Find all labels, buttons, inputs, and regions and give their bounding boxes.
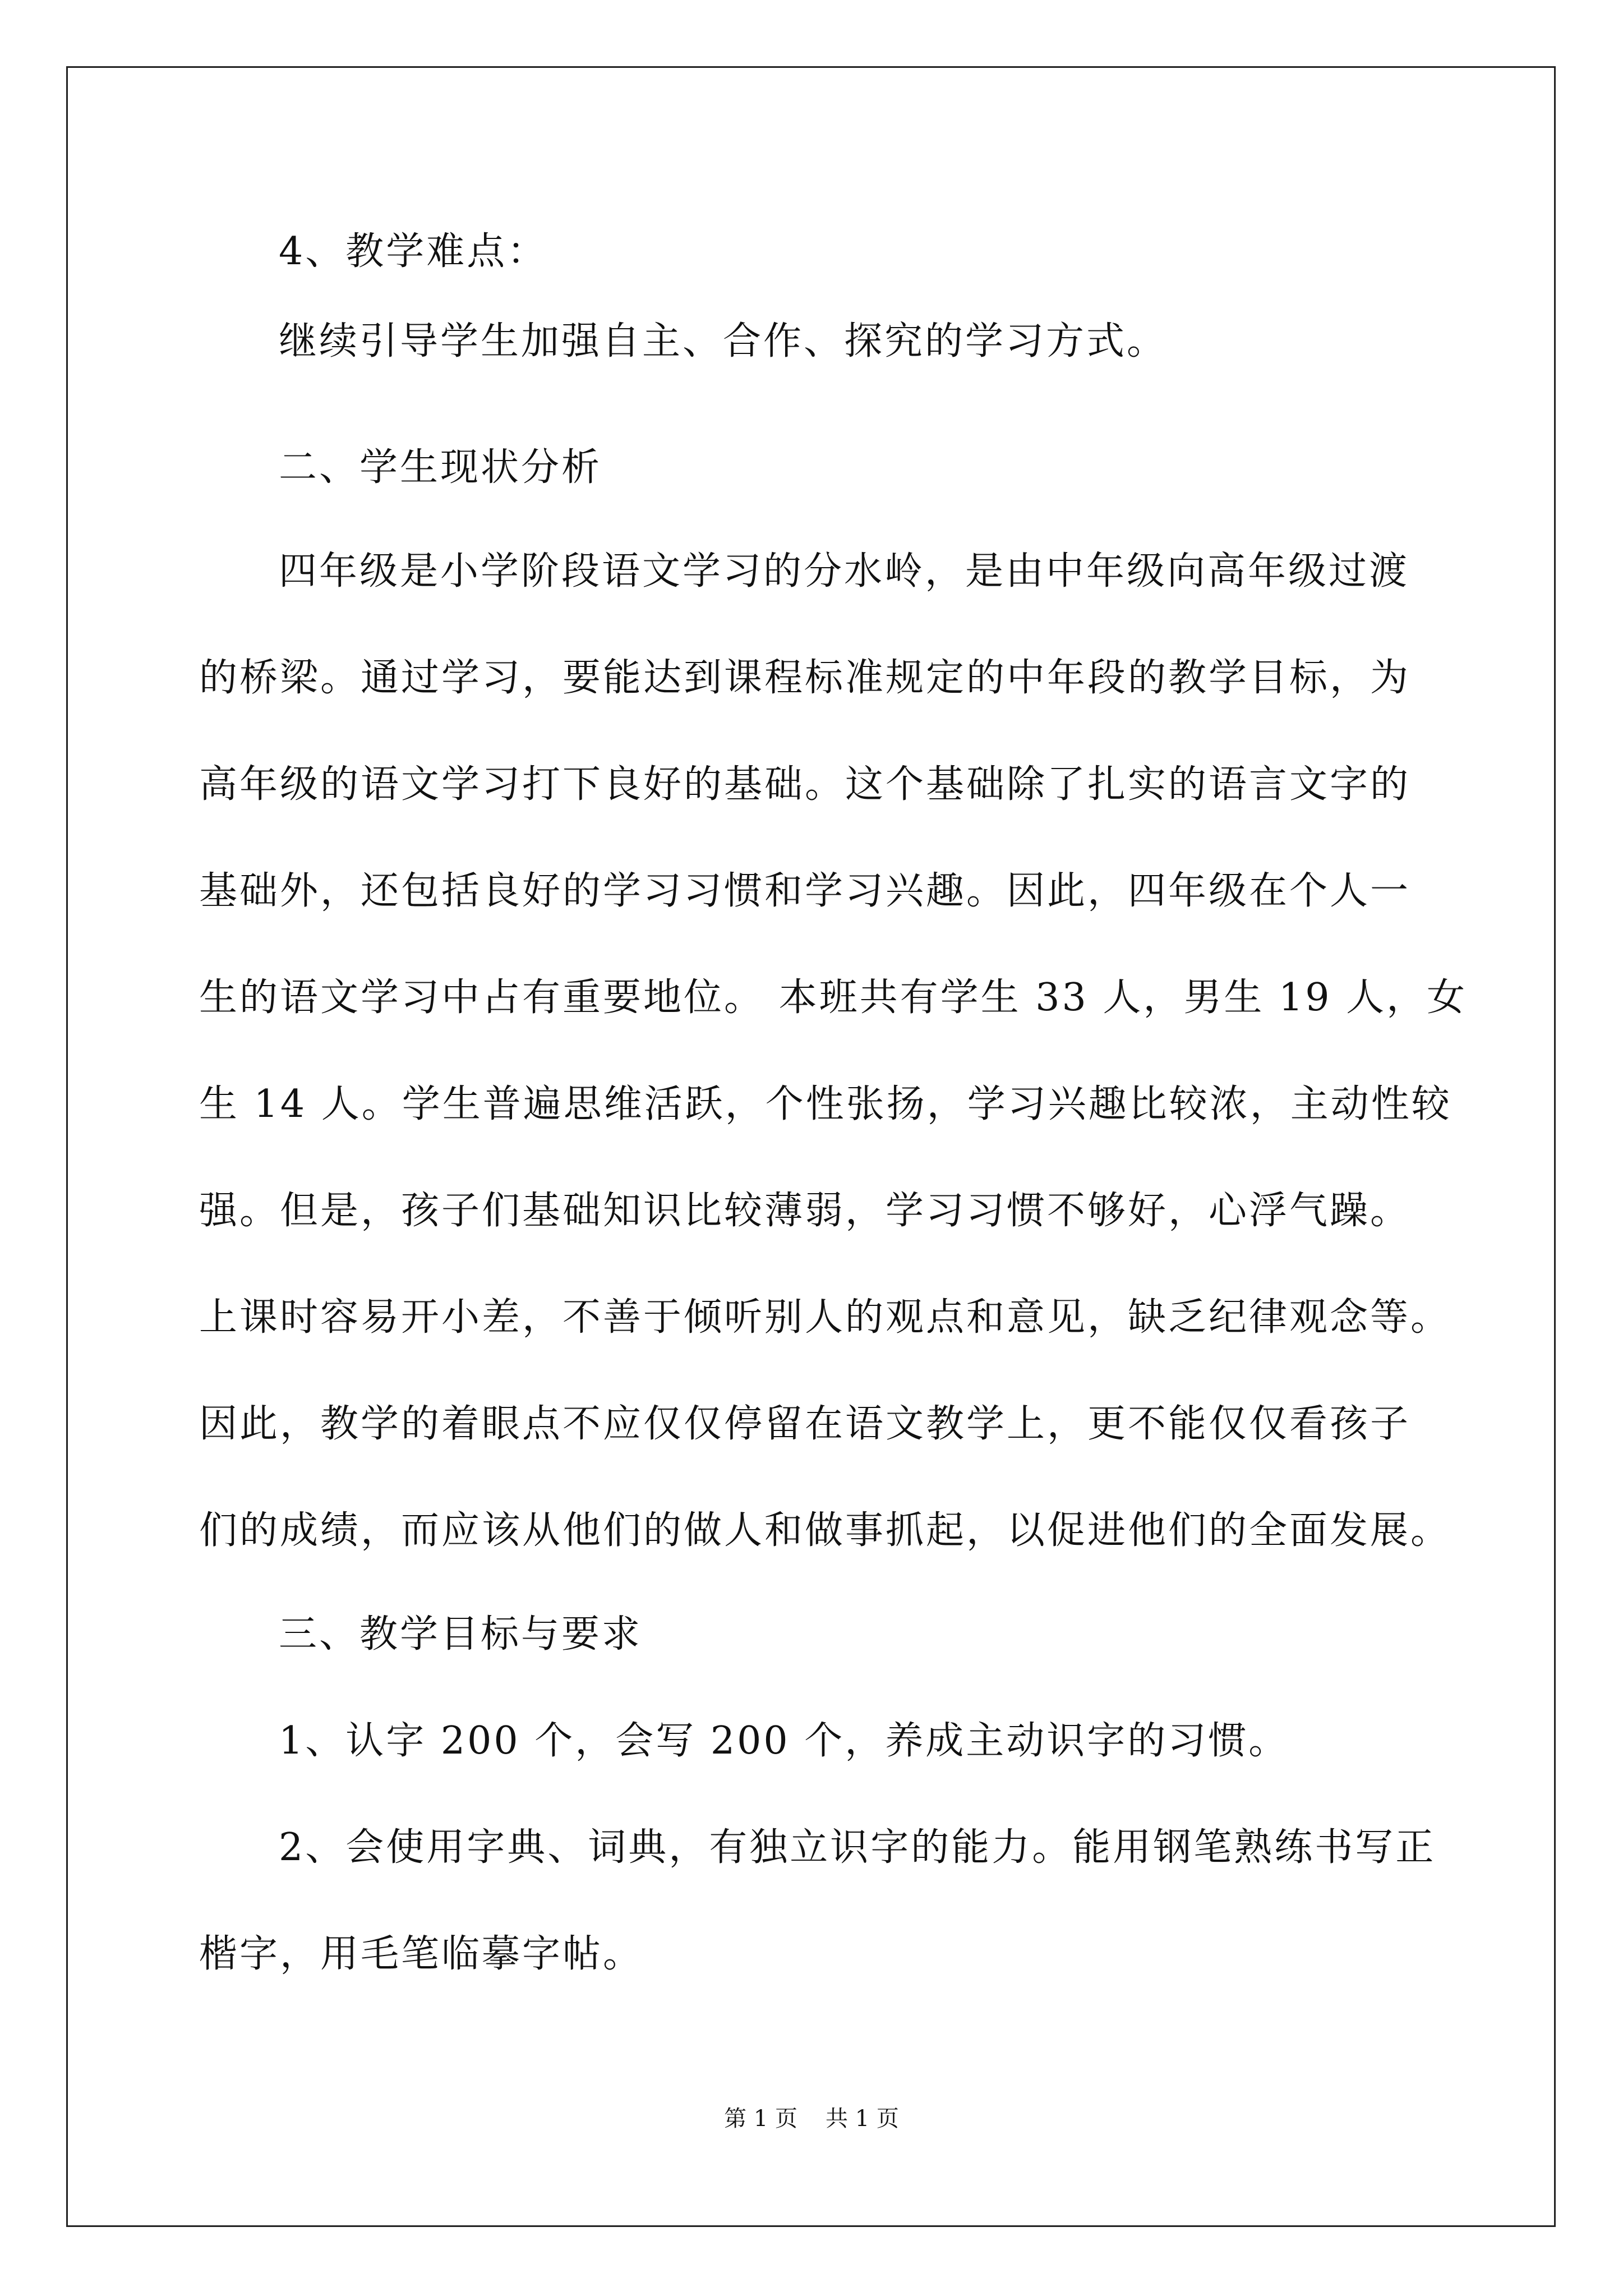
heading-teaching-goals: 三、教学目标与要求	[279, 1612, 643, 1657]
paragraph-line: 的桥梁。通过学习，要能达到课程标准规定的中年段的教学目标，为	[199, 656, 1411, 700]
paragraph-line: 因此，教学的着眼点不应仅仅停留在语文教学上，更不能仅仅看孩子	[199, 1402, 1411, 1446]
page-number: 第 1 页	[724, 2106, 797, 2132]
paragraph-line: 2、会使用字典、词典，有独立识字的能力。能用钢笔熟练书写正	[279, 1825, 1436, 1870]
paragraph-line: 基础外，还包括良好的学习习惯和学习兴趣。因此，四年级在个人一	[199, 869, 1411, 913]
paragraph-line: 四年级是小学阶段语文学习的分水岭，是由中年级向高年级过渡	[279, 549, 1410, 593]
heading-teaching-difficulty: 4、教学难点：	[279, 229, 548, 274]
paragraph-line: 高年级的语文学习打下良好的基础。这个基础除了扎实的语言文字的	[199, 762, 1411, 807]
page-total: 共 1 页	[826, 2106, 899, 2132]
paragraph-line: 上课时容易开小差，不善于倾听别人的观点和意见，缺乏纪律观念等。	[199, 1295, 1451, 1340]
paragraph-line: 1、认字 200 个，会写 200 个，养成主动识字的习惯。	[279, 1719, 1289, 1763]
heading-student-analysis: 二、学生现状分析	[279, 445, 602, 490]
paragraph-line: 继续引导学生加强自主、合作、探究的学习方式。	[279, 319, 1168, 364]
page-footer	[0, 2101, 1623, 2133]
paragraph-line: 强。但是，孩子们基础知识比较薄弱，学习习惯不够好，心浮气躁。	[199, 1189, 1411, 1233]
page-border	[66, 66, 1556, 2227]
paragraph-line: 生 14 人。学生普遍思维活跃，个性张扬，学习兴趣比较浓，主动性较	[199, 1082, 1452, 1126]
paragraph-line: 楷字，用毛笔临摹字帖。	[199, 1932, 644, 1976]
paragraph-line: 们的成绩，而应该从他们的做人和做事抓起，以促进他们的全面发展。	[199, 1508, 1451, 1553]
paragraph-line: 生的语文学习中占有重要地位。 本班共有学生 33 人，男生 19 人，女	[199, 976, 1468, 1020]
